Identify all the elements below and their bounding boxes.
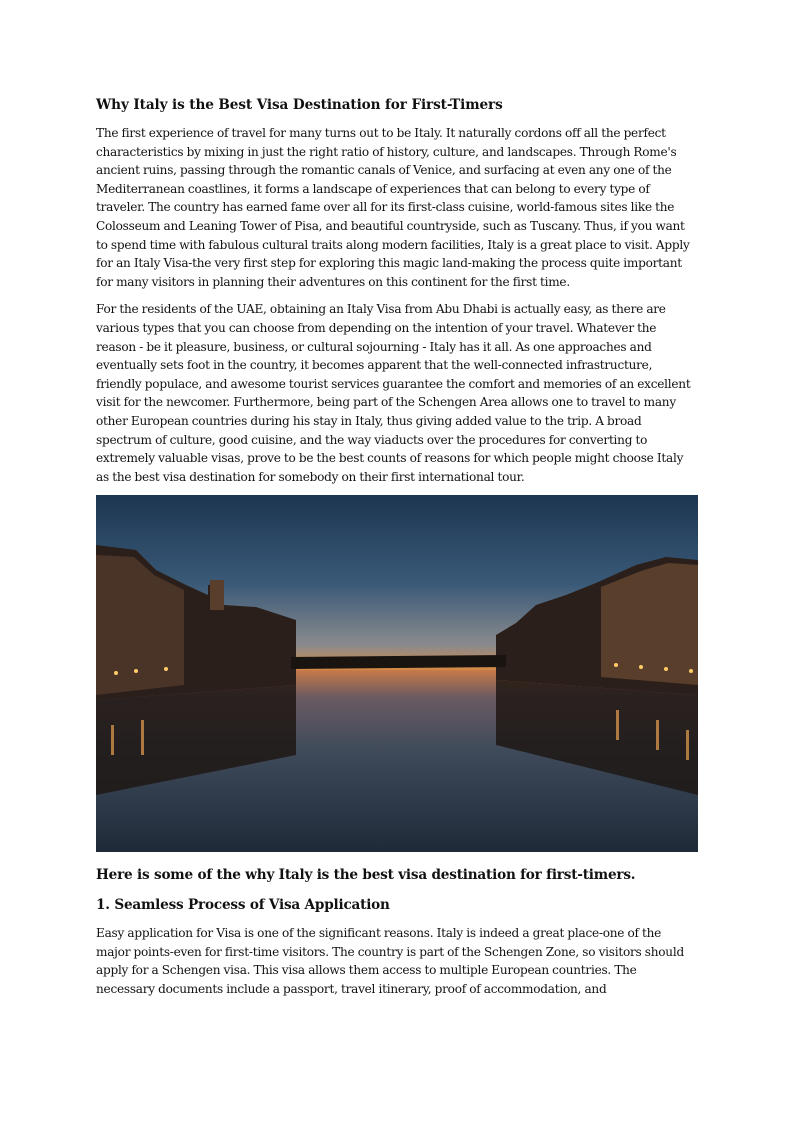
florence-river-photo xyxy=(96,495,698,852)
section-heading: Here is some of the why Italy is the best visa destination for first-timers. xyxy=(96,867,636,884)
document-page xyxy=(96,96,698,1008)
article-title: Why Italy is the Best Visa Destination for First-Timers xyxy=(96,97,503,113)
subheading-visa-process: 1. Seamless Process of Visa Application xyxy=(96,897,390,914)
visa-process-paragraph: Easy application for Visa is one of the significant reasons. Italy is indeed a great place-one of the major points-even for first-time visitors. The country is part of the Schengen Zone, so visitors should apply for a Schengen visa. This visa allows them access to multiple European countries. The necessary documents include a passport, travel itinerary, proof of accommodation, and xyxy=(96,926,684,997)
uae-paragraph: For the residents of the UAE, obtaining an Italy Visa from Abu Dhabi is actually easy, as there are various types that you can choose from depending on the intention of your travel. Whatever the reason - be it pleasure, business, or cultural sojourning - Italy has it all. As one approaches and eventually sets foot in the country, it becomes apparent that the well-connected infrastructure, friendly populace, and awesome tourist services guarantee the comfort and memories of an excellent visit for the newcomer. Furthermore, being part of the Schengen Area allows one to travel to many other European countries during his stay in Italy, thus giving added value to the trip. A broad spectrum of culture, good cuisine, and the way viaducts over the procedures for converting to extremely valuable visas, prove to be the best counts of reasons for which people might choose Italy as the best visa destination for somebody on their first international tour. xyxy=(96,302,691,484)
intro-paragraph: The first experience of travel for many turns out to be Italy. It naturally cordons off all the perfect characteristics by mixing in just the right ratio of history, culture, and landscapes. Through Rome's ancient ruins, passing through the romantic canals of Venice, and surfacing at even any one of the Mediterranean coastlines, it forms a landscape of experiences that can belong to every type of traveler. The country has earned fame over all for its first-class cuisine, world-famous sites like the Colosseum and Leaning Tower of Pisa, and beautiful countryside, such as Tuscany. Thus, if you want to spend time with fabulous cultural traits along modern facilities, Italy is a great place to visit. Apply for an Italy Visa-the very first step for exploring this magic land-making the process quite important for many visitors in planning their adventures on this continent for the first time. xyxy=(96,126,690,289)
